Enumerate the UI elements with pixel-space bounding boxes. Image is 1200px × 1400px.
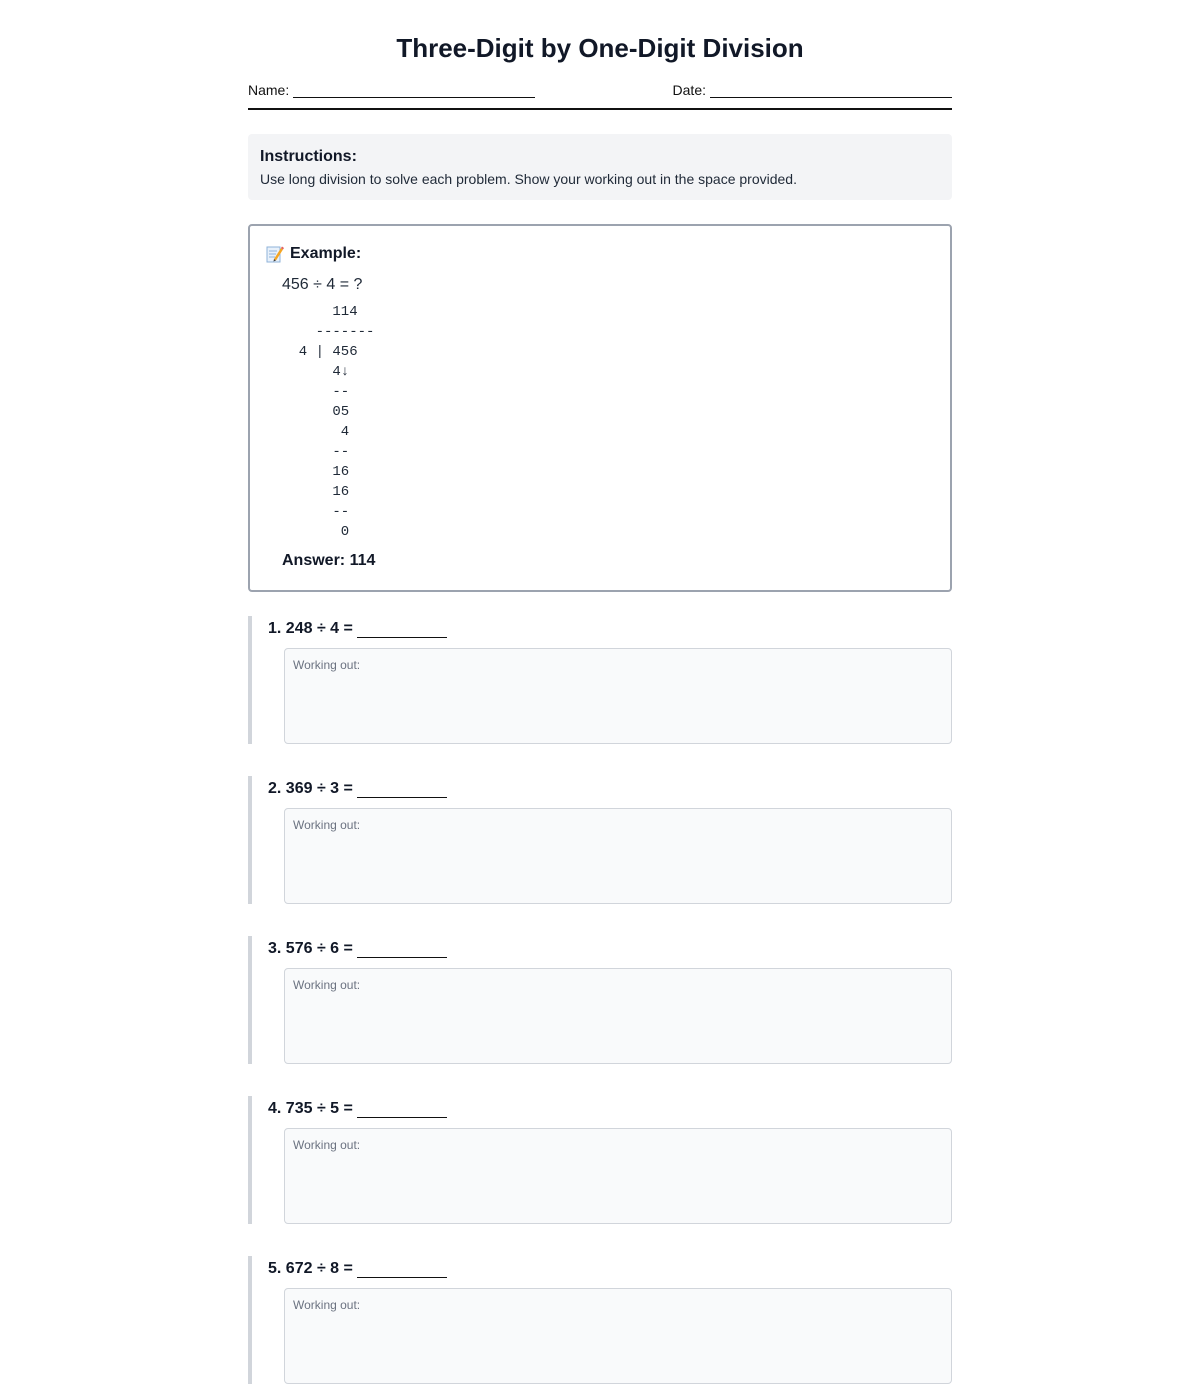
page-title: Three-Digit by One-Digit Division (396, 33, 804, 63)
answer-blank[interactable] (357, 621, 447, 638)
memo-icon (266, 245, 284, 263)
working-line: ------- (282, 324, 375, 340)
working-line: 05 (282, 404, 350, 420)
working-out-label: Working out: (293, 818, 361, 832)
instructions-box (248, 134, 952, 200)
working-line: 0 (282, 524, 350, 540)
problem-3 (248, 936, 952, 1064)
problem-question (268, 778, 952, 798)
problem-1 (248, 616, 952, 744)
problem-number: 2. (268, 780, 282, 797)
problem-question (268, 938, 952, 958)
date-field (673, 82, 952, 98)
problem-expression: 369 ÷ 3 = (285, 780, 353, 797)
example-title: Example: (290, 245, 362, 262)
instructions-title: Instructions: (260, 148, 357, 165)
working-out-label: Working out: (293, 1298, 361, 1312)
working-line: -- (282, 384, 350, 400)
example-answer: Answer: 114 (282, 552, 376, 569)
working-line: -- (282, 444, 350, 460)
problem-2 (248, 776, 952, 904)
answer-blank[interactable] (357, 781, 447, 798)
example-box (248, 224, 952, 592)
example-question: 456 ÷ 4 = ? (282, 276, 363, 293)
working-out-area[interactable] (284, 808, 952, 904)
working-out-label: Working out: (293, 1138, 361, 1152)
working-line: 114 (282, 304, 358, 320)
working-out-area[interactable] (284, 968, 952, 1064)
name-blank-line[interactable] (293, 83, 535, 98)
instructions-text: Use long division to solve each problem. Show your working out in the space provided. (260, 171, 797, 187)
working-line: 16 (282, 464, 350, 480)
working-line: 4 | 456 (282, 344, 358, 360)
date-label: Date: (672, 82, 706, 98)
name-field (248, 82, 538, 98)
working-line: 4 (282, 424, 350, 440)
name-label: Name: (248, 82, 290, 98)
working-out-label: Working out: (293, 658, 361, 672)
example-body (266, 276, 934, 570)
answer-blank[interactable] (357, 1261, 447, 1278)
answer-blank[interactable] (357, 1101, 447, 1118)
problem-question (268, 618, 952, 638)
example-long-division (282, 302, 934, 542)
problem-number: 1. (268, 620, 282, 637)
problem-4 (248, 1096, 952, 1224)
problem-question (268, 1098, 952, 1118)
date-blank-line[interactable] (710, 83, 952, 98)
working-out-area[interactable] (284, 1128, 952, 1224)
working-out-label: Working out: (293, 978, 361, 992)
working-line: 16 (282, 484, 350, 500)
working-out-area[interactable] (284, 1288, 952, 1384)
example-heading (266, 244, 934, 264)
problem-number: 3. (268, 940, 282, 957)
working-line: 4↓ (282, 364, 350, 380)
problem-expression: 576 ÷ 6 = (285, 940, 353, 957)
problem-question (268, 1258, 952, 1278)
problem-number: 5. (268, 1260, 282, 1277)
answer-blank[interactable] (357, 941, 447, 958)
problem-expression: 672 ÷ 8 = (285, 1260, 353, 1277)
problem-expression: 248 ÷ 4 = (285, 620, 353, 637)
working-line: -- (282, 504, 350, 520)
working-out-area[interactable] (284, 648, 952, 744)
problem-5 (248, 1256, 952, 1384)
student-info-header (248, 82, 952, 110)
problem-number: 4. (268, 1100, 282, 1117)
problem-expression: 735 ÷ 5 = (285, 1100, 353, 1117)
worksheet (248, 0, 952, 1384)
